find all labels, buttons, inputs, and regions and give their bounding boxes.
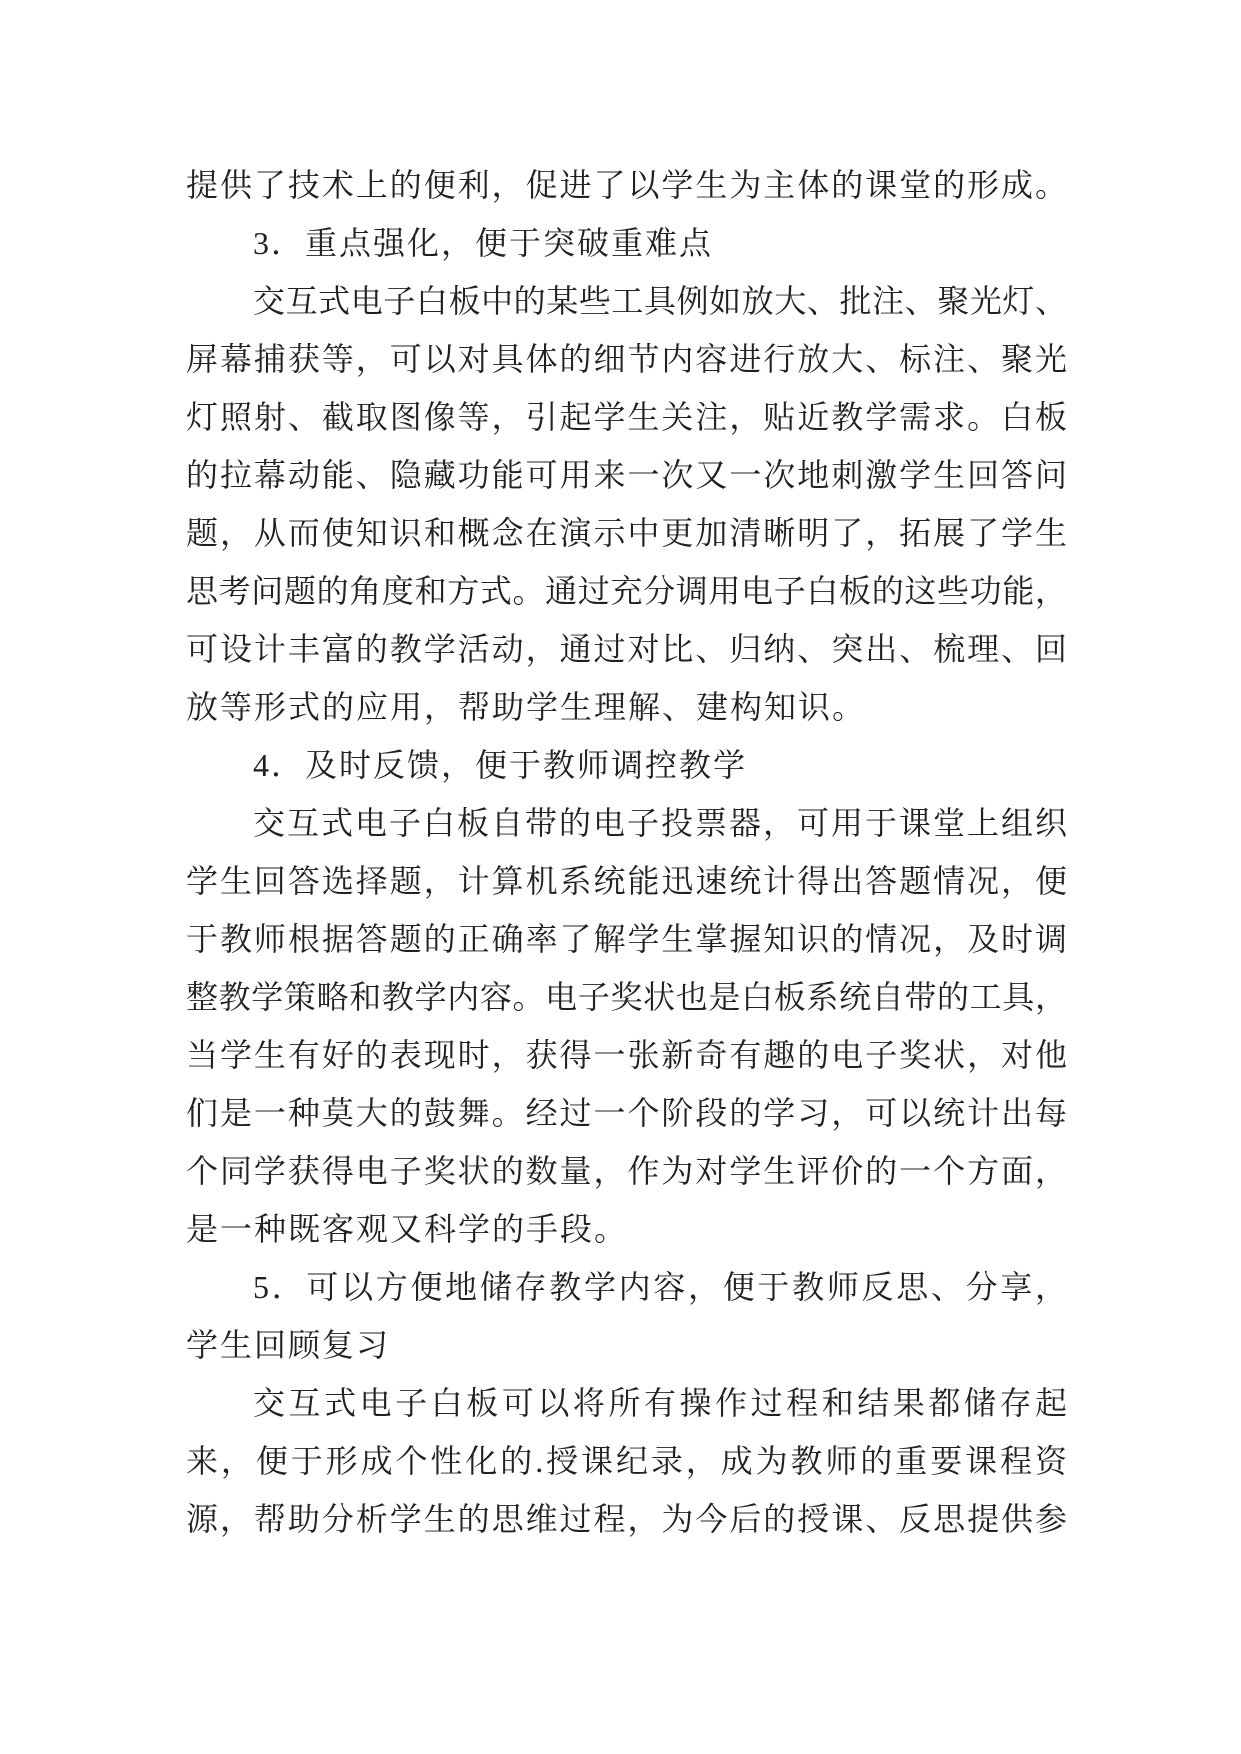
text-line: 3．重点强化，便于突破重难点 — [253, 225, 714, 261]
text-line: 5．可以方便地储存教学内容，便于教师反思、分享， — [253, 1269, 1067, 1305]
text-line: 来，便于形成个性化的.授课纪录，成为教师的重要课程资 — [186, 1443, 1067, 1479]
text-line: 灯照射、截取图像等，引起学生关注，贴近教学需求。白板 — [186, 399, 1067, 435]
text-line: 个同学获得电子奖状的数量，作为对学生评价的一个方面， — [186, 1153, 1067, 1189]
text-line: 学生回答选择题，计算机系统能迅速统计得出答题情况，便 — [186, 863, 1067, 899]
text-line: 题，从而使知识和概念在演示中更加清晰明了，拓展了学生 — [186, 515, 1067, 551]
text-line: 4．及时反馈，便于教师调控教学 — [253, 747, 748, 783]
document-text — [186, 156, 1067, 1548]
text-line: 放等形式的应用，帮助学生理解、建构知识。 — [186, 689, 867, 725]
text-line: 屏幕捕获等，可以对具体的细节内容进行放大、标注、聚光 — [186, 341, 1067, 377]
text-line: 是一种既客观又科学的手段。 — [186, 1211, 629, 1247]
text-line: 交互式电子白板可以将所有操作过程和结果都储存起 — [253, 1385, 1067, 1421]
text-line: 整教学策略和教学内容。电子奖状也是白板系统自带的工具， — [186, 979, 1067, 1015]
text-line: 源，帮助分析学生的思维过程，为今后的授课、反思提供参 — [186, 1501, 1067, 1537]
text-line: 可设计丰富的教学活动，通过对比、归纳、突出、梳理、回 — [186, 631, 1067, 667]
text-line: 交互式电子白板中的某些工具例如放大、批注、聚光灯、 — [253, 283, 1067, 319]
text-line: 思考问题的角度和方式。通过充分调用电子白板的这些功能， — [186, 573, 1067, 609]
text-line: 交互式电子白板自带的电子投票器，可用于课堂上组织 — [253, 805, 1067, 841]
text-line: 们是一种莫大的鼓舞。经过一个阶段的学习，可以统计出每 — [186, 1095, 1067, 1131]
text-line: 提供了技术上的便利，促进了以学生为主体的课堂的形成。 — [186, 167, 1067, 203]
text-line: 当学生有好的表现时，获得一张新奇有趣的电子奖状，对他 — [186, 1037, 1067, 1073]
text-line: 学生回顾复习 — [186, 1327, 391, 1363]
text-line: 于教师根据答题的正确率了解学生掌握知识的情况，及时调 — [186, 921, 1067, 957]
text-line: 的拉幕动能、隐藏功能可用来一次又一次地刺激学生回答问 — [186, 457, 1067, 493]
